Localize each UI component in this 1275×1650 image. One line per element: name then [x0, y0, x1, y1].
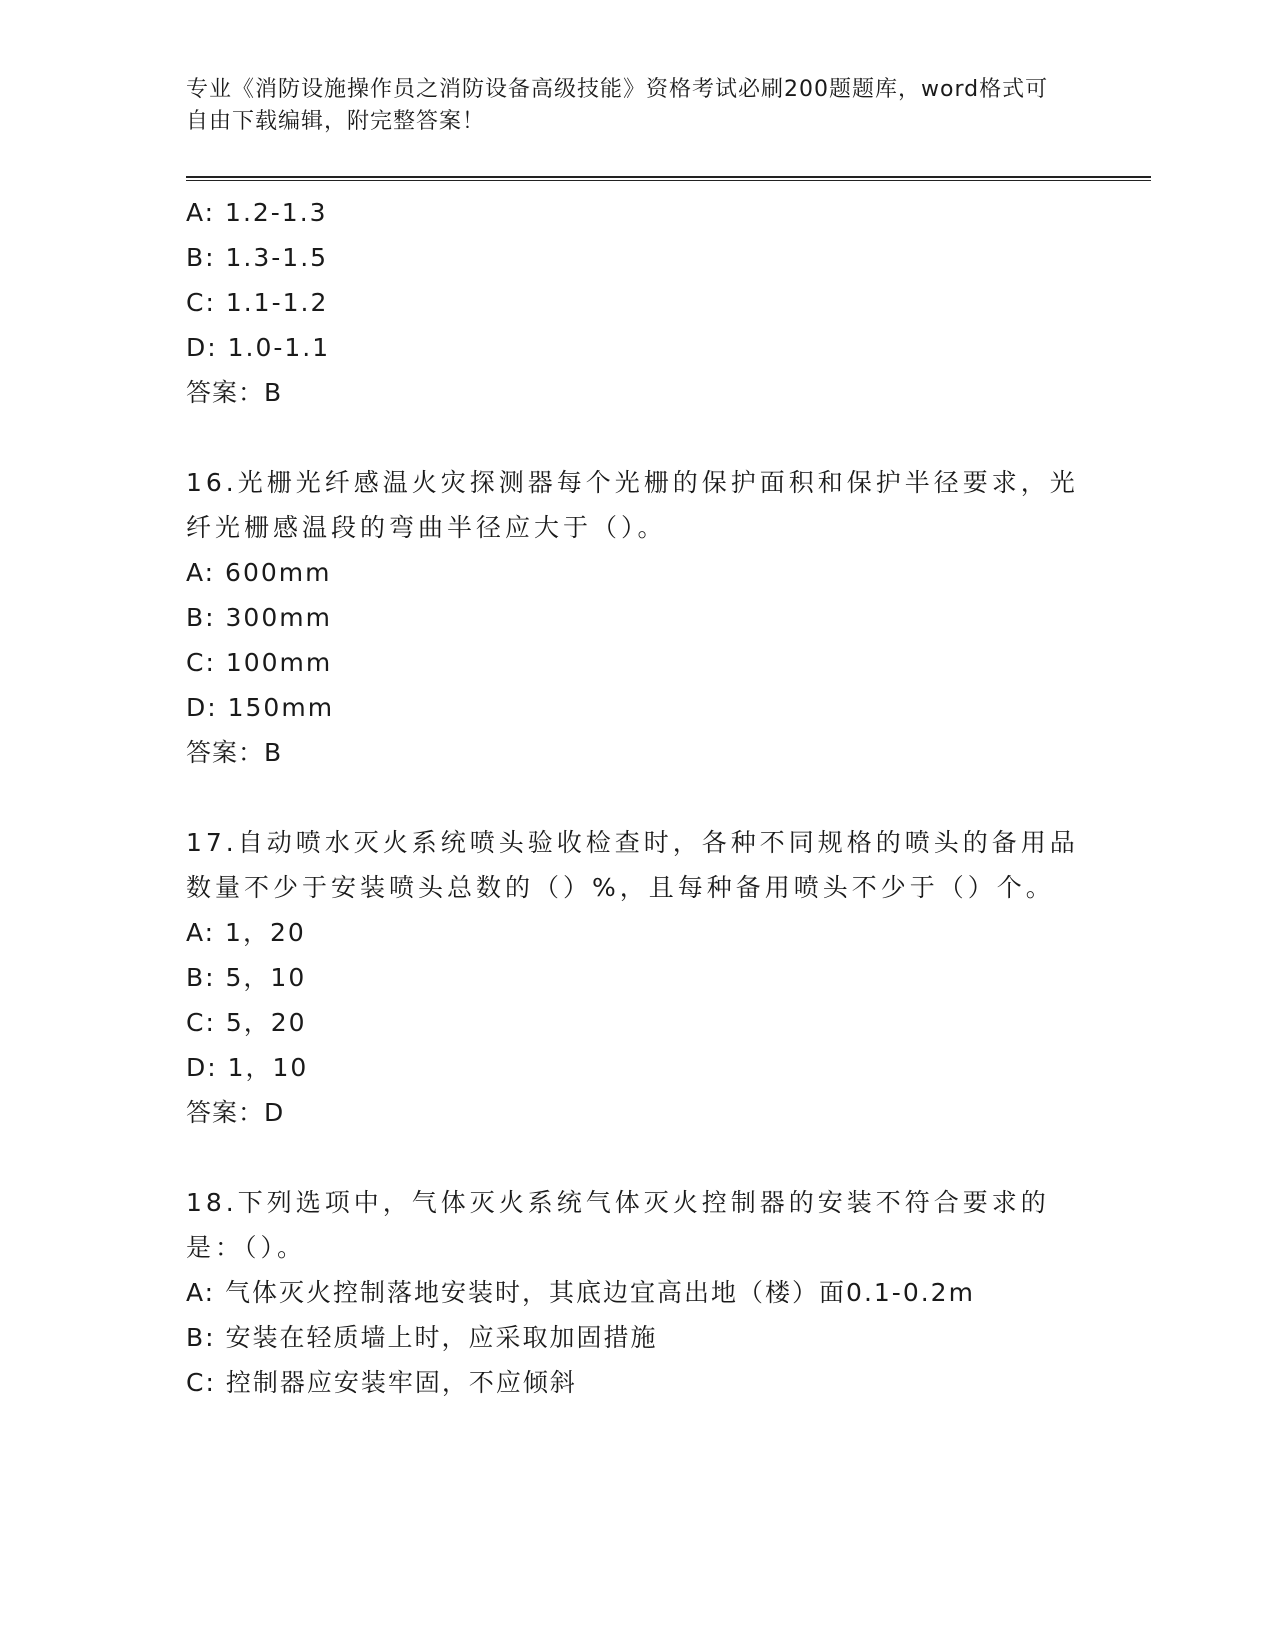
option-b: B: 5，10 [186, 963, 307, 992]
question-list [186, 190, 1086, 1405]
option-c: C: 1.1-1.2 [186, 288, 329, 317]
question-block-16 [186, 460, 1086, 775]
question-text: 16.光栅光纤感温火灾探测器每个光栅的保护面积和保护半径要求，光纤光栅感温段的弯曲半径应大于（）。 [186, 468, 1079, 542]
option-d: D: 150mm [186, 693, 335, 722]
option-c: C: 100mm [186, 648, 333, 677]
option-a: A: 1，20 [186, 918, 306, 947]
header-divider [186, 176, 1151, 181]
option-d: D: 1.0-1.1 [186, 333, 331, 362]
option-c: C: 5，20 [186, 1008, 307, 1037]
option-a: A: 气体灭火控制落地安装时，其底边宜高出地（楼）面0.1-0.2m [186, 1278, 975, 1307]
option-c: C: 控制器应安装牢固，不应倾斜 [186, 1368, 577, 1397]
question-block-15 [186, 190, 1086, 415]
question-block-17 [186, 820, 1086, 1135]
option-a: A: 600mm [186, 558, 332, 587]
document-header: 专业《消防设施操作员之消防设备高级技能》资格考试必刷200题题库，word格式可自由下载编辑，附完整答案！ [186, 77, 1049, 134]
answer-line: 答案：B [186, 738, 283, 767]
question-block-18 [186, 1180, 1086, 1405]
option-a: A: 1.2-1.3 [186, 198, 328, 227]
question-text: 17.自动喷水灭火系统喷头验收检查时，各种不同规格的喷头的备用品数量不少于安装喷头总数的（）%，且每种备用喷头不少于（）个。 [186, 828, 1079, 902]
answer-line: 答案：D [186, 1098, 285, 1127]
answer-line: 答案：B [186, 378, 283, 407]
option-b: B: 300mm [186, 603, 332, 632]
question-text: 18.下列选项中，气体灭火系统气体灭火控制器的安装不符合要求的是：（）。 [186, 1188, 1050, 1262]
option-b: B: 1.3-1.5 [186, 243, 329, 272]
option-b: B: 安装在轻质墙上时，应采取加固措施 [186, 1323, 658, 1352]
option-d: D: 1，10 [186, 1053, 309, 1082]
